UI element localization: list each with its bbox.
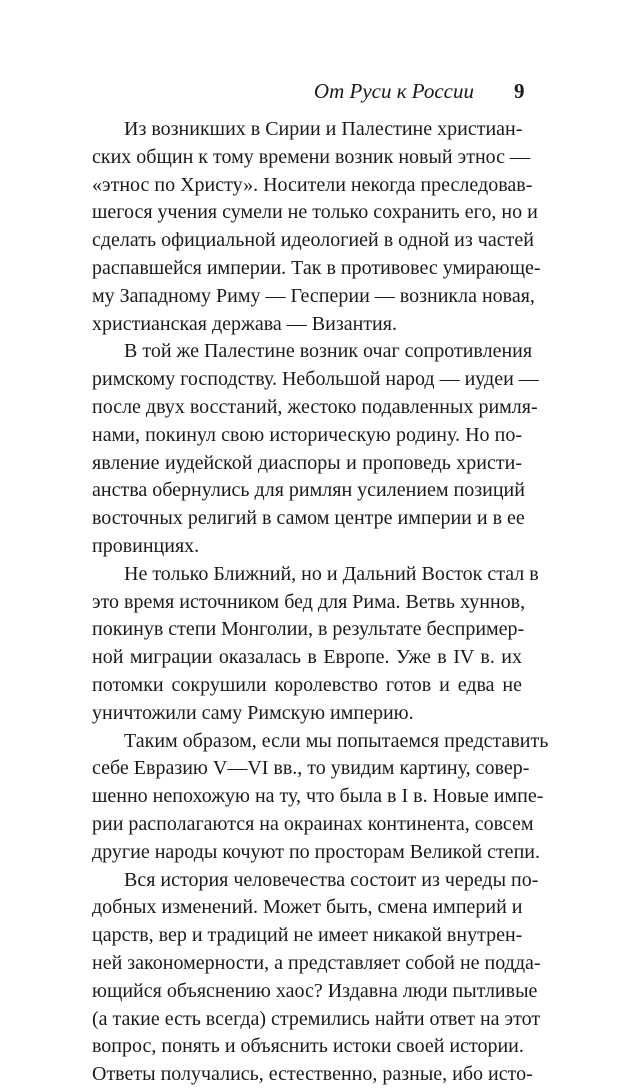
- text-line: распавшейся империи. Так в противовес умирающе-: [92, 256, 541, 279]
- text-line: покинув степи Монголии, в результате беспример-: [92, 618, 525, 641]
- text-line: рии располагаются на окраинах континента, совсем: [92, 812, 534, 835]
- text-line: сделать официальной идеологией в одной из частей: [92, 229, 534, 252]
- text-line: христианская держава — Византия.: [92, 312, 397, 335]
- text-line: ющийся объяснению хаос? Издавна люди пытливые: [92, 979, 538, 1002]
- page-number: 9: [514, 79, 525, 103]
- text-line: В той же Палестине возник очаг сопротивления: [124, 340, 533, 363]
- text-line: Не только Ближний, но и Дальний Восток стал в: [124, 562, 539, 585]
- text-line: Ответы получались, естественно, разные, ибо исто-: [92, 1063, 533, 1086]
- running-title: От Руси к России: [313, 79, 474, 103]
- running-head: [0, 76, 632, 106]
- paragraph: [92, 116, 541, 338]
- text-line: после двух восстаний, жестоко подавленных римля-: [92, 395, 538, 418]
- text-line: уничтожили саму Римскую империю.: [92, 701, 414, 724]
- paragraph: [92, 338, 539, 560]
- text-line: ней закономерности, а представляет собой не подда-: [92, 951, 541, 974]
- text-line: шегося учения сумели не только сохранить его, но и: [92, 201, 538, 224]
- text-line: себе Евразию V—VI вв., то увидим картину, совер-: [92, 757, 530, 780]
- text-line: ной миграции оказалась в Европе. Уже в IV в. их: [92, 646, 522, 669]
- text-line: другие народы кочуют по просторам Великой степи.: [92, 840, 540, 863]
- paragraph: [92, 561, 539, 728]
- paragraph: [92, 867, 541, 1089]
- text-line: восточных религий в самом центре империи и в ее: [92, 507, 525, 530]
- text-line: римскому господству. Небольшой народ — иудеи —: [92, 368, 539, 391]
- text-line: анства обернулись для римлян усилением позиций: [92, 479, 525, 502]
- text-line: добных изменений. Может быть, смена империй и: [92, 896, 523, 919]
- text-line: Таким образом, если мы попытаемся представить: [124, 729, 549, 752]
- text-line: му Западному Риму — Гесперии — возникла новая,: [92, 284, 535, 307]
- text-line: Вся история человечества состоит из череды по-: [124, 868, 539, 891]
- text-line: Из возникших в Сирии и Палестине христиан-: [124, 118, 523, 140]
- text-line: потомки сокрушили королевство готов и едва не: [92, 673, 522, 696]
- text-line: царств, вер и традиций не имеет никакой внутрен-: [92, 924, 523, 947]
- text-line: провинциях.: [92, 534, 200, 557]
- text-line: шенно непохожую на ту, что была в I в. Новые импе-: [92, 785, 544, 808]
- text-line: нами, покинул свою историческую родину. Но по-: [92, 423, 522, 446]
- text-line: «этнос по Христу». Носители некогда преследовав-: [92, 173, 533, 196]
- text-line: ских общин к тому времени возник новый этнос —: [92, 145, 531, 168]
- text-line: (а такие есть всегда) стремились найти ответ на этот: [92, 1007, 541, 1030]
- paragraph: [92, 728, 549, 867]
- body-text: [92, 116, 549, 1089]
- text-line: вопрос, понять и объяснить истоки своей истории.: [92, 1035, 524, 1058]
- text-line: явление иудейской диаспоры и проповедь христи-: [92, 451, 522, 474]
- text-line: это время источником бед для Рима. Ветвь хуннов,: [92, 590, 526, 613]
